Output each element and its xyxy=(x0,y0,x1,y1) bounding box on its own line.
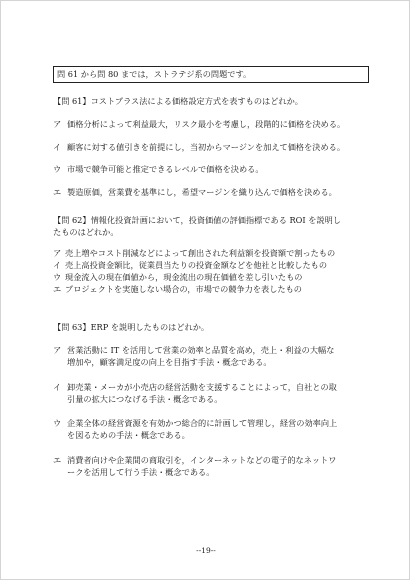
question-61: 【問 61】コストプラス法による価格設定方式を表すものはどれか。 xyxy=(53,96,303,106)
option-a-marker: ア xyxy=(53,345,62,355)
option-i-marker: イ xyxy=(53,142,62,152)
option-a-text: 売上増やコスト削減などによって創出された利益額を投資額で割ったもの xyxy=(65,248,336,258)
option-e-marker: エ xyxy=(53,284,62,294)
option-a-text-line-2: 増加や，顧客満足度の向上を目指す手法・概念である。 xyxy=(67,357,272,367)
option-a-marker: ア xyxy=(53,248,62,258)
option-i-text-line-1: 卸売業・メーカが小売店の経営活動を支援することによって，自社との取 xyxy=(67,382,337,392)
option-e-text-line-1: 消費者向けや企業間の商取引を，インターネットなどの電子的なネットワ xyxy=(67,455,337,465)
option-u-marker: ウ xyxy=(53,164,62,174)
option-u-text: 現金流入の現在価値から，現金流出の現在価値を差し引いたもの xyxy=(65,272,303,282)
page-number: --19-- xyxy=(196,546,216,555)
question-62-line-2: たものはどれか。 xyxy=(53,227,119,237)
option-u-text-line-2: を図るための手法・概念である。 xyxy=(67,430,190,440)
option-u-text-line-1: 企業全体の経営資源を有効かつ総合的に計画して管理し，経営の効率向上 xyxy=(67,418,338,428)
option-i-marker: イ xyxy=(53,382,62,392)
option-e-text: プロジェクトを実施しない場合の，市場での競争力を表したもの xyxy=(65,284,302,294)
option-u-marker: ウ xyxy=(53,418,62,428)
option-i-marker: イ xyxy=(53,260,62,270)
option-e-text-line-2: ークを活用して行う手法・概念である。 xyxy=(67,467,215,477)
option-i-text: 顧客に対する値引きを前提にし，当初からマージンを加えて価格を決める。 xyxy=(67,142,346,152)
option-u-text: 市場で競争可能と推定できるレベルで価格を決める。 xyxy=(67,164,264,174)
section-notice-box: 問 61 から問 80 までは，ストラテジ系の問題です。 xyxy=(53,66,369,83)
option-a-text-line-1: 営業活動に IT を活用して営業の効率と品質を高め，売上・利益の大幅な xyxy=(67,345,335,355)
option-i-text-line-2: 引量の拡大につなげる手法・概念である。 xyxy=(67,394,223,404)
option-i-text: 売上高投資金額比，従業員当たりの投資金額などを他社と比較したもの xyxy=(65,260,328,270)
question-63: 【問 63】ERP を説明したものはどれか。 xyxy=(53,322,210,332)
option-a-text: 価格分析によって利益最大，リスク最小を考慮し，段階的に価格を決める。 xyxy=(67,119,346,129)
option-e-marker: エ xyxy=(53,455,62,465)
option-e-text: 製造原価，営業費を基準にし，希望マージンを織り込んで価格を決める。 xyxy=(67,187,337,197)
option-a-marker: ア xyxy=(53,119,62,129)
option-e-marker: エ xyxy=(53,187,62,197)
option-u-marker: ウ xyxy=(53,272,62,282)
question-62-line-1: 【問 62】情報化投資計画において，投資価値の評価指標である ROI を説明し xyxy=(53,215,341,225)
